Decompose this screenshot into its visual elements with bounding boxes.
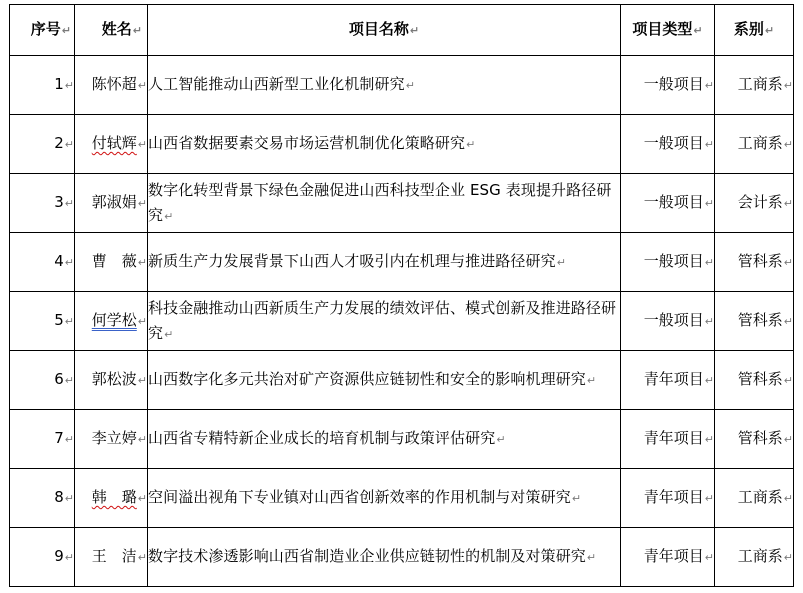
row-num: 2↵ <box>10 115 75 174</box>
project-table <box>9 4 794 587</box>
row-name: 付轼辉↵ <box>75 115 148 174</box>
row-name: 李立婷↵ <box>75 410 148 469</box>
row-title: 新质生产力发展背景下山西人才吸引内在机理与推进路径研究↵ <box>148 233 621 292</box>
table-row <box>10 233 794 292</box>
row-name: 曹 薇↵ <box>75 233 148 292</box>
row-num: 5↵ <box>10 292 75 351</box>
table-row <box>10 56 794 115</box>
row-type: 青年项目↵ <box>621 528 715 587</box>
table-row <box>10 115 794 174</box>
header-name: 姓名↵ <box>75 5 148 56</box>
table-row <box>10 469 794 528</box>
row-dept: 工商系↵ <box>715 56 794 115</box>
row-title: 人工智能推动山西新型工业化机制研究↵ <box>148 56 621 115</box>
table-row <box>10 351 794 410</box>
row-num: 9↵ <box>10 528 75 587</box>
row-dept: 工商系↵ <box>715 115 794 174</box>
row-type: 青年项目↵ <box>621 351 715 410</box>
row-title: 数字化转型背景下绿色金融促进山西科技型企业 ESG 表现提升路径研究↵ <box>148 174 621 233</box>
row-name: 王 洁↵ <box>75 528 148 587</box>
row-name: 何学松↵ <box>75 292 148 351</box>
row-title: 山西省专精特新企业成长的培育机制与政策评估研究↵ <box>148 410 621 469</box>
row-num: 3↵ <box>10 174 75 233</box>
header-row <box>10 5 794 56</box>
row-num: 1↵ <box>10 56 75 115</box>
table-row <box>10 410 794 469</box>
row-title: 山西数字化多元共治对矿产资源供应链韧性和安全的影响机理研究↵ <box>148 351 621 410</box>
row-name: 郭松波↵ <box>75 351 148 410</box>
row-type: 一般项目↵ <box>621 115 715 174</box>
row-num: 8↵ <box>10 469 75 528</box>
row-num: 7↵ <box>10 410 75 469</box>
table-row <box>10 174 794 233</box>
row-dept: 管科系↵ <box>715 292 794 351</box>
row-type: 一般项目↵ <box>621 174 715 233</box>
row-dept: 工商系↵ <box>715 528 794 587</box>
row-num: 6↵ <box>10 351 75 410</box>
header-type: 项目类型↵ <box>621 5 715 56</box>
row-name: 郭淑娟↵ <box>75 174 148 233</box>
row-type: 一般项目↵ <box>621 233 715 292</box>
row-type: 一般项目↵ <box>621 56 715 115</box>
row-dept: 会计系↵ <box>715 174 794 233</box>
row-dept: 管科系↵ <box>715 233 794 292</box>
row-dept: 管科系↵ <box>715 410 794 469</box>
row-num: 4↵ <box>10 233 75 292</box>
row-title: 数字技术渗透影响山西省制造业企业供应链韧性的机制及对策研究↵ <box>148 528 621 587</box>
row-title: 科技金融推动山西新质生产力发展的绩效评估、模式创新及推进路径研究↵ <box>148 292 621 351</box>
row-type: 一般项目↵ <box>621 292 715 351</box>
row-title: 山西省数据要素交易市场运营机制优化策略研究↵ <box>148 115 621 174</box>
header-num: 序号↵ <box>10 5 75 56</box>
row-name: 韩 璐↵ <box>75 469 148 528</box>
table-row <box>10 528 794 587</box>
row-name: 陈怀超↵ <box>75 56 148 115</box>
row-dept: 工商系↵ <box>715 469 794 528</box>
table-row <box>10 292 794 351</box>
header-dept: 系别↵ <box>715 5 794 56</box>
row-dept: 管科系↵ <box>715 351 794 410</box>
row-title: 空间溢出视角下专业镇对山西省创新效率的作用机制与对策研究↵ <box>148 469 621 528</box>
row-type: 青年项目↵ <box>621 410 715 469</box>
header-title: 项目名称↵ <box>148 5 621 56</box>
row-type: 青年项目↵ <box>621 469 715 528</box>
